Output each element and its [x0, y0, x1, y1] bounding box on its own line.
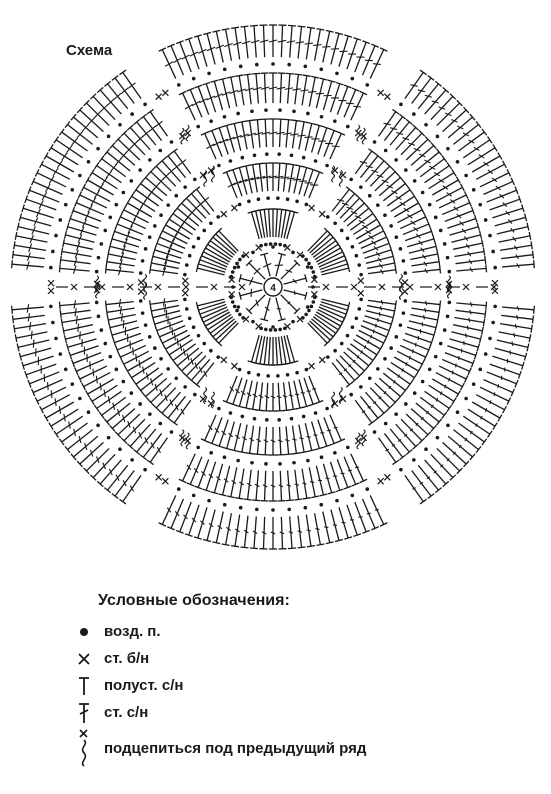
half-double-crochet-icon — [70, 675, 98, 697]
diagram-title: Схема — [66, 42, 113, 59]
legend-item-hook — [70, 726, 366, 770]
hook-into-previous-row-icon — [70, 728, 98, 768]
legend-item-half-double — [70, 672, 366, 699]
legend — [70, 618, 366, 770]
legend-label: ст. с/н — [104, 704, 149, 721]
legend-label: ст. б/н — [104, 650, 150, 667]
legend-item-chain — [70, 618, 366, 645]
chain-stitch-icon — [70, 625, 98, 639]
legend-label: возд. п. — [104, 623, 161, 640]
legend-label: подцепиться под предыдущий ряд — [104, 739, 367, 757]
legend-item-single-crochet — [70, 645, 366, 672]
legend-item-double-crochet — [70, 699, 366, 726]
single-crochet-icon — [70, 651, 98, 667]
double-crochet-icon — [70, 701, 98, 725]
legend-title: Условные обозначения: — [98, 592, 290, 609]
legend-label: полуст. с/н — [104, 677, 184, 694]
svg-text:4: 4 — [270, 283, 276, 294]
